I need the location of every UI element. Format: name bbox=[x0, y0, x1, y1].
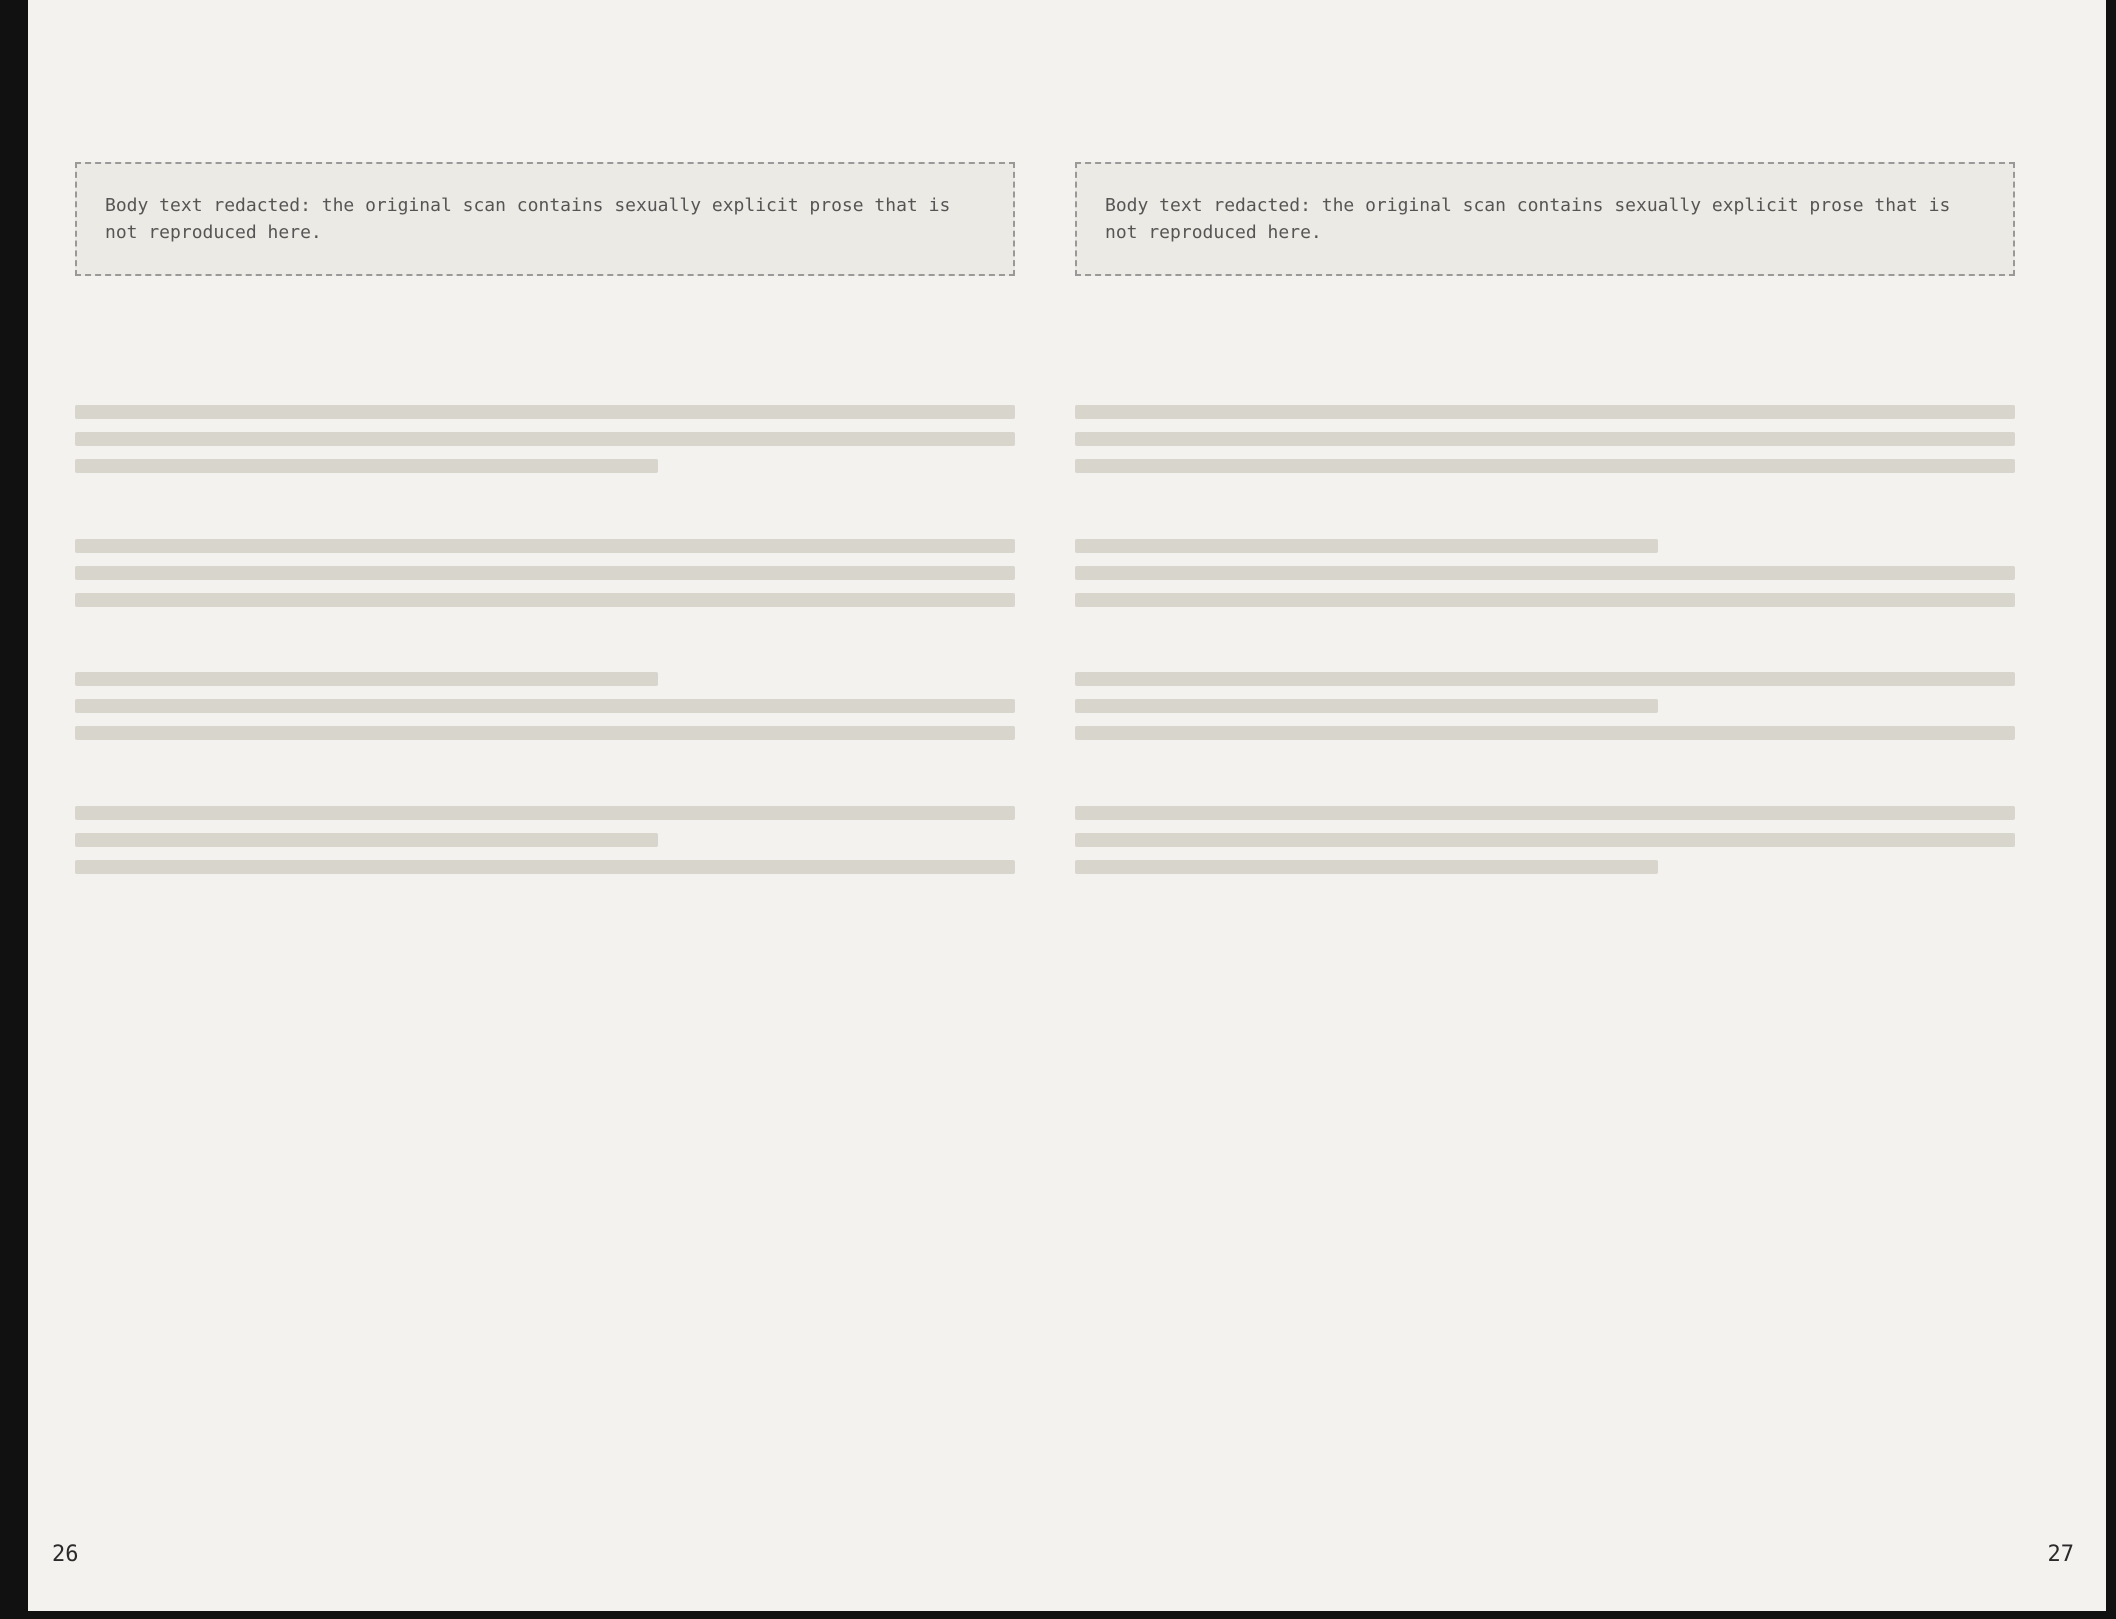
redacted-text-placeholder-right bbox=[1075, 353, 2015, 939]
redaction-notice-left: Body text redacted: the original scan contains sexually explicit prose that is not reproduced here. bbox=[75, 162, 1015, 276]
right-page-text-column bbox=[1075, 110, 2015, 1510]
redaction-notice-right: Body text redacted: the original scan contains sexually explicit prose that is not reproduced here. bbox=[1075, 162, 2015, 276]
page-number-left: 26 bbox=[52, 1542, 79, 1567]
redacted-text-placeholder-left bbox=[75, 353, 1015, 939]
left-page-text-column bbox=[75, 110, 1015, 1510]
scan-border-right bbox=[2106, 0, 2116, 1619]
scan-border-left bbox=[0, 0, 28, 1619]
scan-border-bottom bbox=[0, 1611, 2116, 1619]
page-number-right: 27 bbox=[2047, 1542, 2074, 1567]
